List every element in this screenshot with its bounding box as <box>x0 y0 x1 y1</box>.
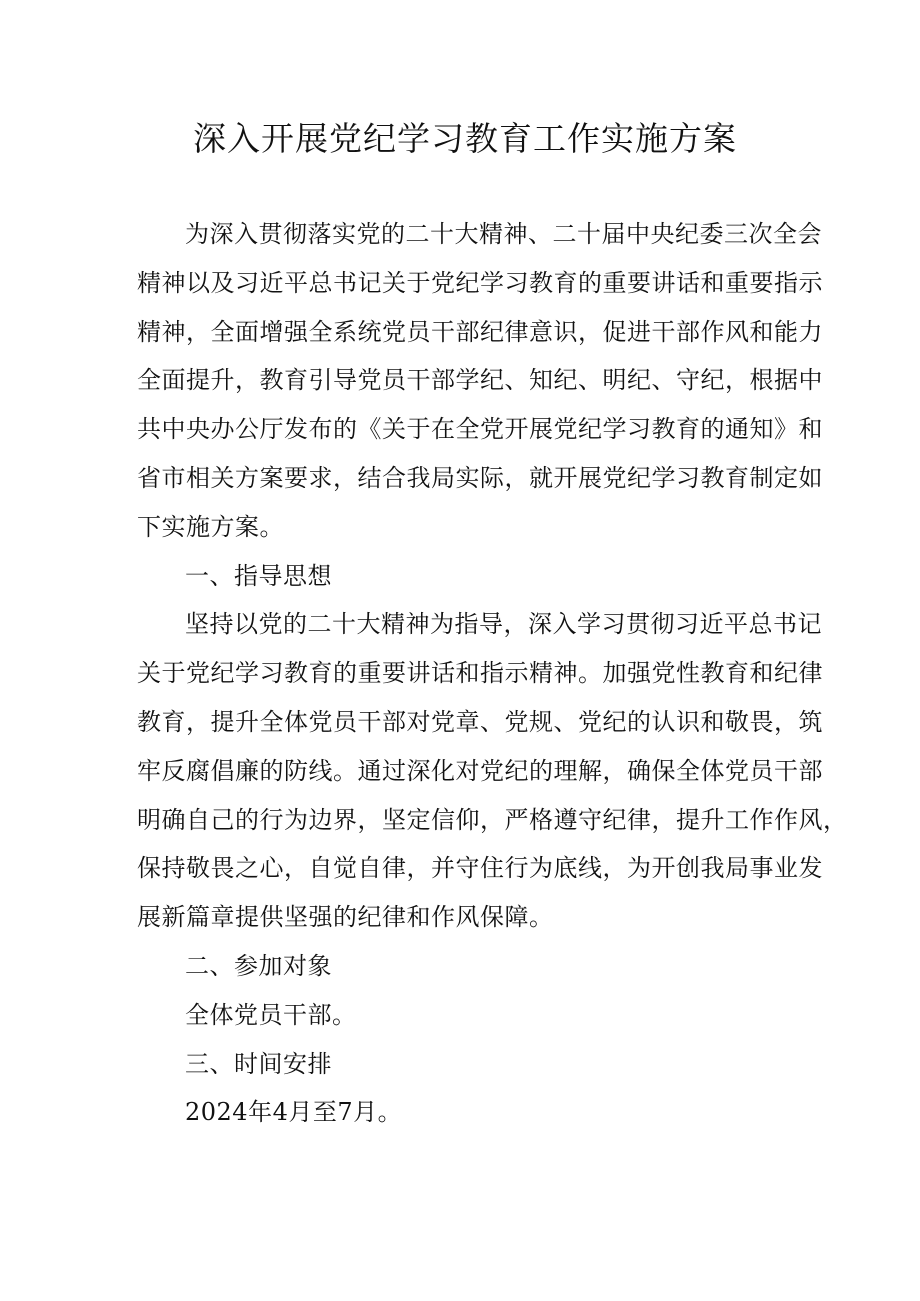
body-line: 共中央办公厅发布的《关于在全党开展党纪学习教育的通知》和 <box>137 415 823 444</box>
section-heading-participants: 二、参加对象 <box>185 951 332 980</box>
body-line: 精神以及习近平总书记关于党纪学习教育的重要讲话和重要指示 <box>137 268 823 297</box>
body-line: 明确自己的行为边界，坚定信仰，严格遵守纪律，提升工作作风， <box>137 805 848 834</box>
document-body <box>137 210 848 1137</box>
body-line: 展新篇章提供坚强的纪律和作风保障。 <box>137 903 554 932</box>
body-line: 2024年4月至7月。 <box>185 1098 403 1127</box>
body-line: 全体党员干部。 <box>185 1000 357 1029</box>
body-line: 全面提升，教育引导党员干部学纪、知纪、明纪、守纪，根据中 <box>137 366 823 395</box>
body-line: 为深入贯彻落实党的二十大精神、二十届中央纪委三次全会 <box>185 220 822 248</box>
body-line: 关于党纪学习教育的重要讲话和指示精神。加强党性教育和纪律 <box>137 659 823 688</box>
section-heading-schedule: 三、时间安排 <box>185 1049 332 1078</box>
body-line: 省市相关方案要求，结合我局实际，就开展党纪学习教育制定如 <box>137 463 823 492</box>
body-line: 保持敬畏之心，自觉自律，并守住行为底线，为开创我局事业发 <box>137 854 823 883</box>
body-line: 牢反腐倡廉的防线。通过深化对党纪的理解，确保全体党员干部 <box>137 756 823 785</box>
body-line: 坚持以党的二十大精神为指导，深入学习贯彻习近平总书记 <box>185 610 822 639</box>
body-line: 下实施方案。 <box>137 512 284 541</box>
document-title: 深入开展党纪学习教育工作实施方案 <box>193 119 737 158</box>
section-heading-guiding-ideology: 一、指导思想 <box>185 561 332 590</box>
body-line: 精神，全面增强全系统党员干部纪律意识，促进干部作风和能力 <box>137 317 823 346</box>
body-line: 教育，提升全体党员干部对党章、党规、党纪的认识和敬畏，筑 <box>137 707 823 736</box>
